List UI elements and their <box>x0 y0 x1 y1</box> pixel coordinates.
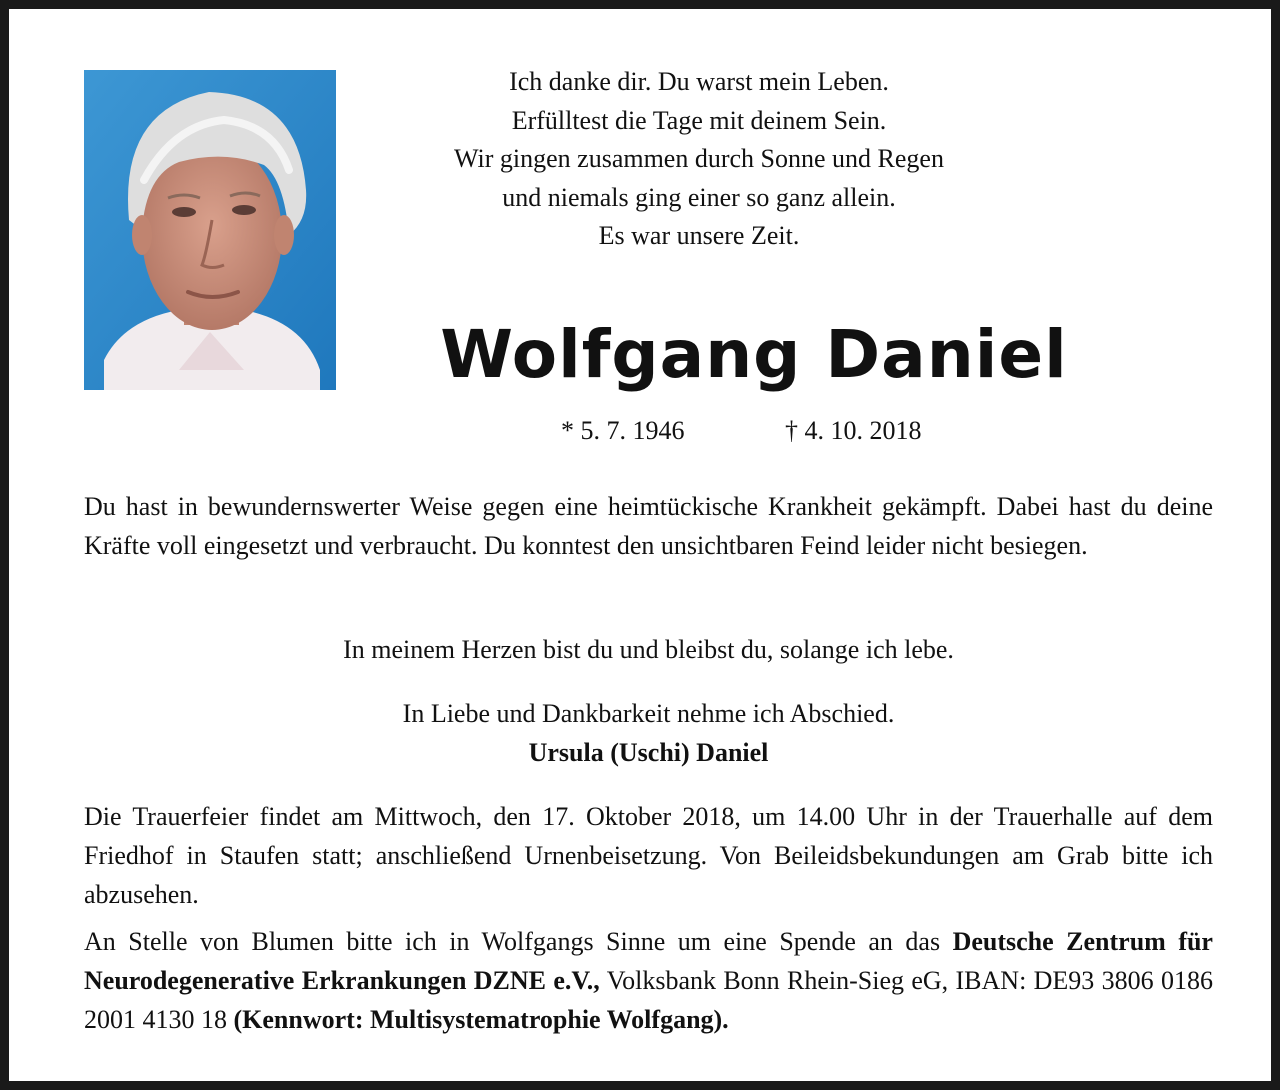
poem-line: Ich danke dir. Du warst mein Leben. <box>509 67 889 96</box>
poem-line: und niemals ging einer so ganz allein. <box>502 182 896 212</box>
farewell-text: In Liebe und Dankbarkeit nehme ich Abschied. <box>402 699 895 728</box>
donation-paragraph <box>84 922 1213 1039</box>
poem-line: Es war unsere Zeit. <box>598 221 800 250</box>
donation-bank: Volksbank Bonn Rhein-Sieg eG, IBAN: DE93 3806 0186 2001 4130 18 <box>84 966 1213 1034</box>
portrait-photo <box>84 70 336 390</box>
poem-line: Wir gingen zusammen durch Sonne und Regen <box>454 144 944 173</box>
deceased-name: Wolfgang Daniel <box>440 316 1068 393</box>
donation-intro: An Stelle von Blumen bitte ich in Wolfgangs Sinne um eine Spende an das <box>84 927 953 956</box>
funeral-paragraph: Die Trauerfeier findet am Mittwoch, den 17. Oktober 2018, um 14.00 Uhr in der Trauerhalle auf dem Friedhof in Staufen statt; anschließend Urnenbeisetzung. Von Beileidsbekundungen am Grab bitte ich abzusehen. <box>84 802 1213 909</box>
donation-keyword: (Kennwort: Multisystematrophie Wolfgang). <box>233 1005 729 1034</box>
donation-organization: Deutsche Zentrum für Neurodegenerative Erkrankungen DZNE e.V., <box>84 927 1213 995</box>
signatory-name: Ursula (Uschi) Daniel <box>528 738 769 767</box>
heart-paragraph: In meinem Herzen bist du und bleibst du, solange ich lebe. <box>343 635 954 664</box>
birth-date: * 5. 7. 1946 <box>561 416 685 445</box>
portrait-icon <box>84 70 336 390</box>
farewell-block <box>84 694 1213 772</box>
poem <box>389 63 1009 256</box>
poem-line: Erfülltest die Tage mit deinem Sein. <box>511 105 887 135</box>
struggle-paragraph: Du hast in bewundernswerter Weise gegen eine heimtückische Krankheit gekämpft. Dabei hast du deine Kräfte voll eingesetzt und verbraucht. Du konntest den unsichtbaren Feind leider nicht besiegen. <box>84 492 1213 560</box>
death-date: † 4. 10. 2018 <box>785 416 922 445</box>
